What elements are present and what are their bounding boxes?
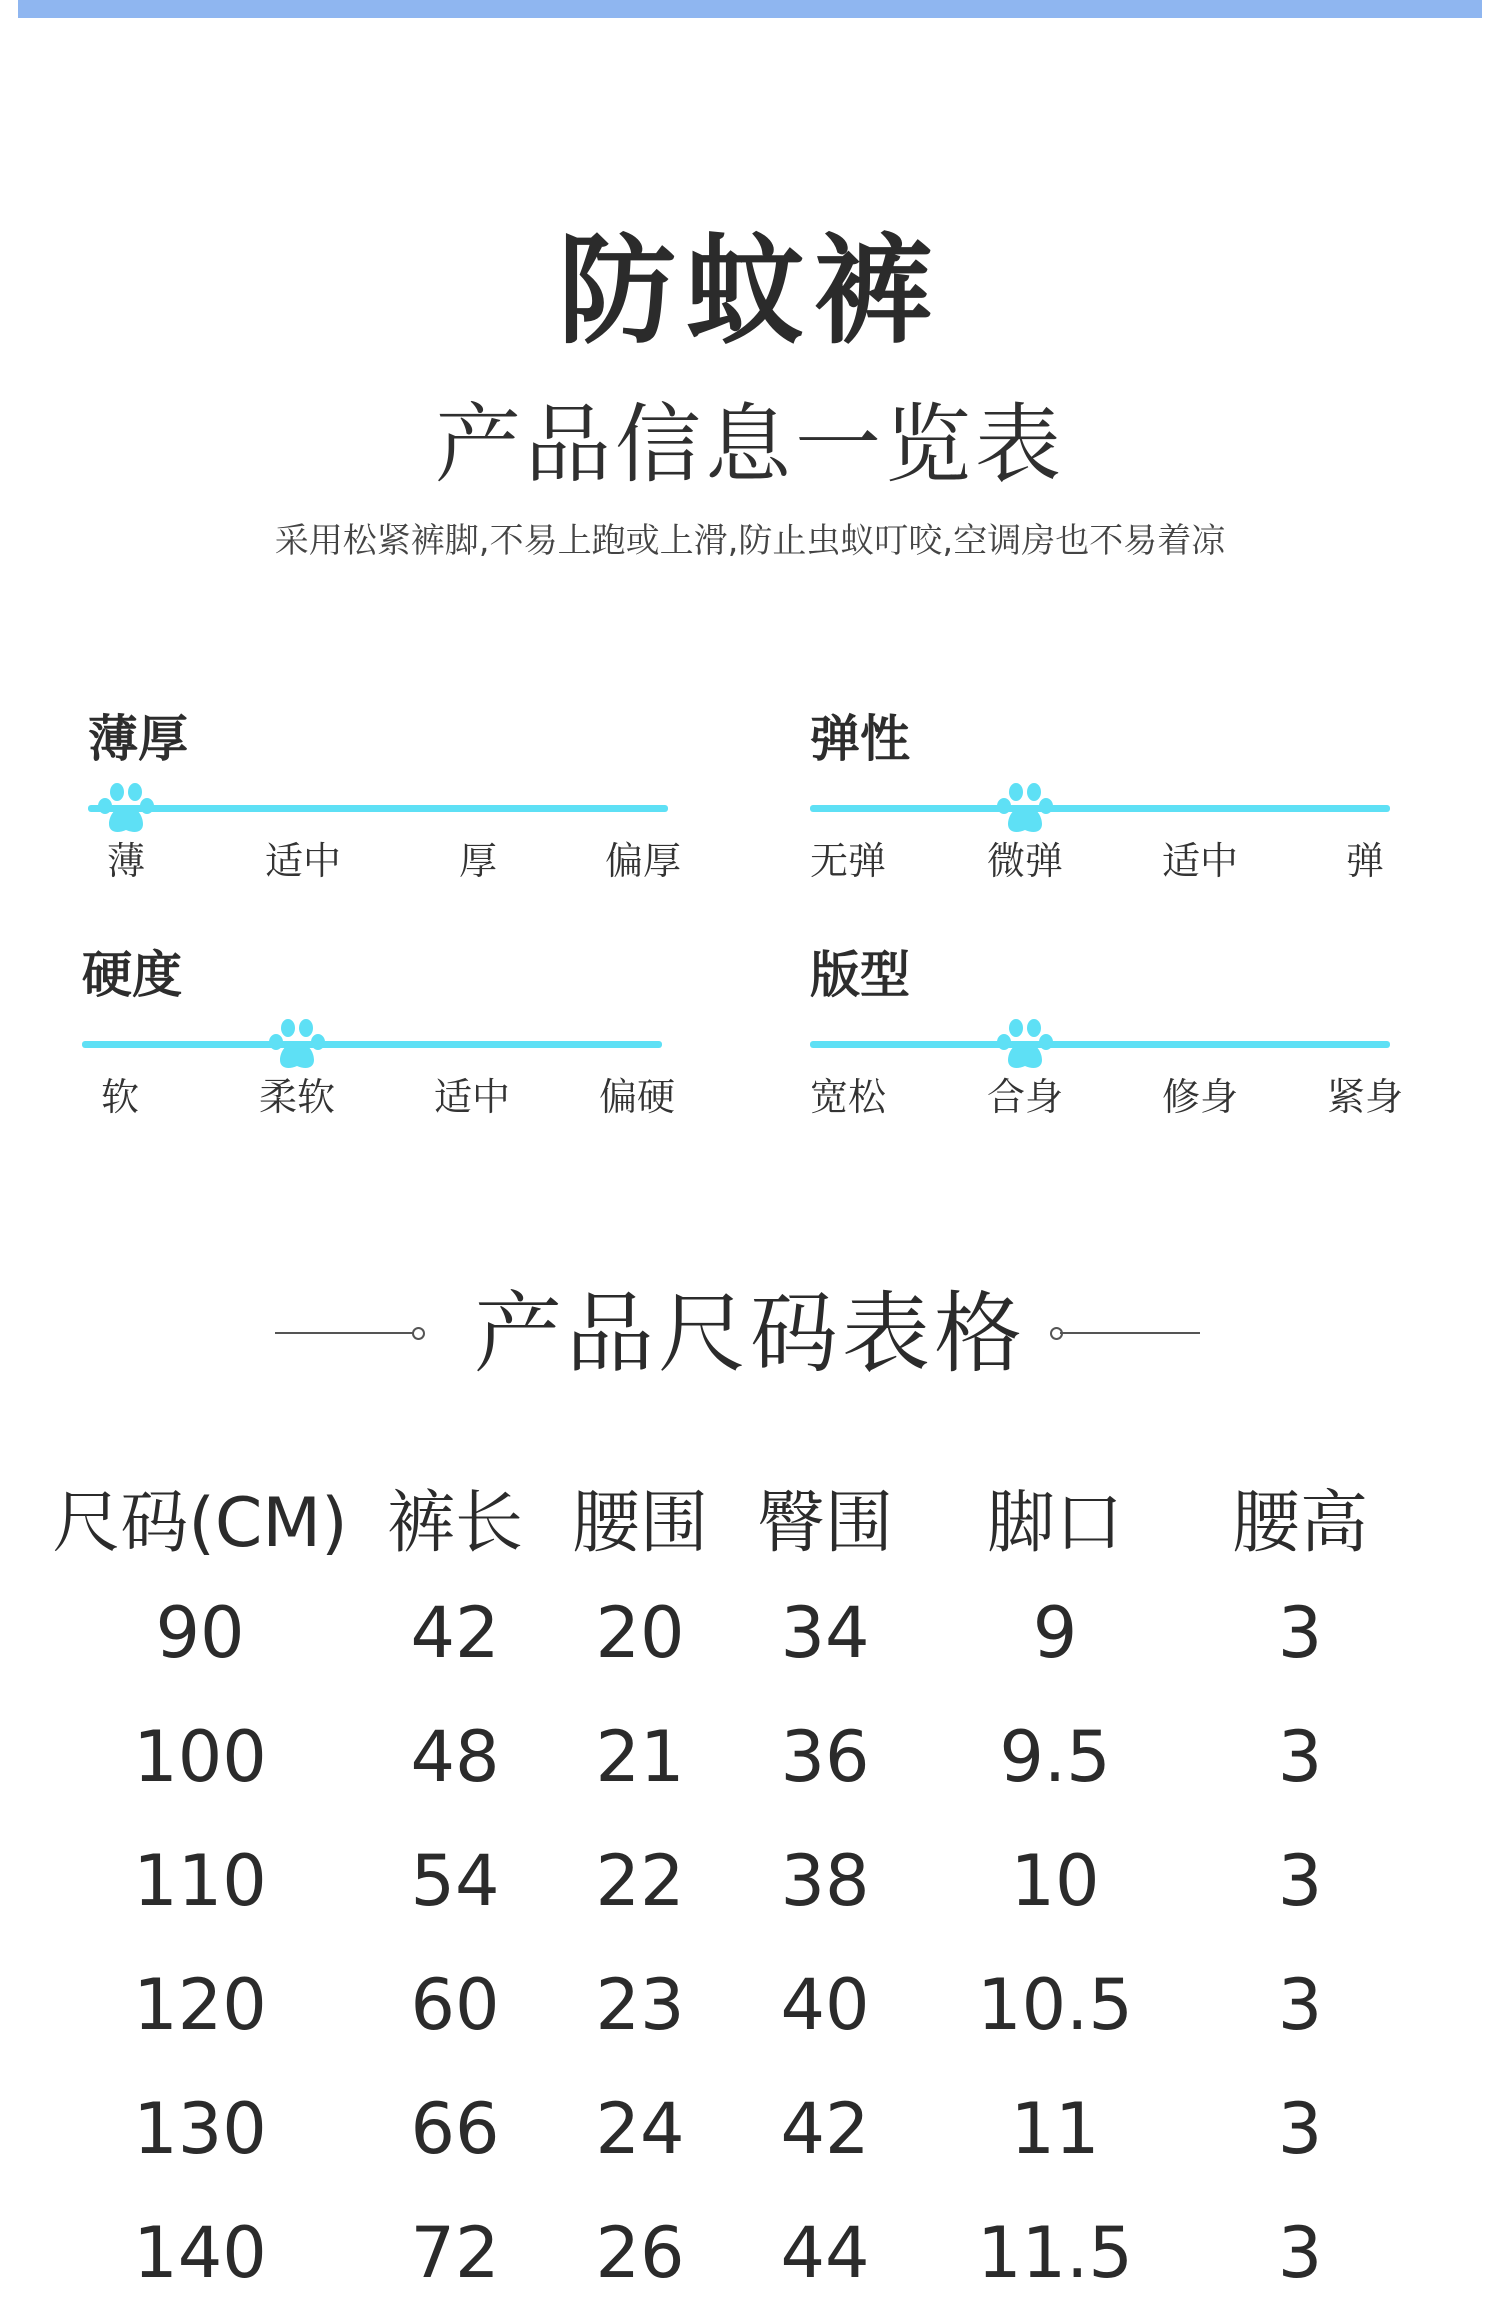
- size-table-cell: 11: [1010, 2088, 1100, 2170]
- attribute-option: 无弹: [809, 839, 887, 883]
- attribute-option: 适中: [433, 1075, 511, 1119]
- size-table-cell: 26: [595, 2212, 685, 2294]
- size-table-cell: 24: [595, 2088, 685, 2170]
- size-table-cell: 120: [133, 1964, 267, 2046]
- attribute-2: [82, 946, 676, 1150]
- attribute-option: 偏厚: [604, 839, 682, 883]
- size-table-cell: 22: [595, 1840, 685, 1922]
- attribute-0: [88, 710, 682, 914]
- paw-icon: [996, 1018, 1054, 1072]
- size-table-header-cell: 腰围: [571, 1484, 709, 1563]
- size-table-cell: 3: [1277, 1716, 1323, 1798]
- attribute-option: 宽松: [809, 1075, 887, 1119]
- attribute-option: 偏硬: [598, 1075, 676, 1119]
- size-table-header-cell: 臀围: [756, 1484, 894, 1563]
- size-table-header-cell: 脚口: [986, 1484, 1124, 1563]
- size-table-cell: 11.5: [977, 2212, 1133, 2294]
- attribute-slider-track: [810, 1041, 1390, 1048]
- attribute-label: 硬度: [82, 946, 182, 1004]
- size-table-cell: 20: [595, 1592, 685, 1674]
- attribute-option: 紧身: [1326, 1075, 1404, 1119]
- size-table-cell: 34: [780, 1592, 870, 1674]
- heading-decor-line-right: [1060, 1332, 1200, 1334]
- size-table-cell: 36: [780, 1716, 870, 1798]
- attribute-options: [809, 1075, 1404, 1126]
- size-table-cell: 38: [780, 1840, 870, 1922]
- size-table-cell: 10.5: [977, 1964, 1133, 2046]
- attribute-slider-track: [82, 1041, 662, 1048]
- attribute-label: 版型: [810, 946, 910, 1004]
- size-table-cell: 9.5: [999, 1716, 1111, 1798]
- size-table-cell: 110: [133, 1840, 267, 1922]
- size-table-cell: 100: [133, 1716, 267, 1798]
- attribute-option: 适中: [1161, 839, 1239, 883]
- size-table-cell: 90: [155, 1592, 245, 1674]
- size-table-cell: 3: [1277, 1964, 1323, 2046]
- attribute-1: [809, 710, 1390, 914]
- attribute-option: 合身: [986, 1075, 1064, 1119]
- size-table-cell: 3: [1277, 2088, 1323, 2170]
- attribute-options: [809, 839, 1390, 890]
- attribute-options: [88, 839, 682, 890]
- top-accent-bar: [18, 0, 1482, 18]
- size-chart-heading: [0, 1282, 1500, 1390]
- paw-icon: [97, 782, 155, 836]
- size-table-header-cell: 腰高: [1231, 1484, 1369, 1563]
- attribute-option: 柔软: [258, 1075, 336, 1119]
- attribute-option: 微弹: [986, 839, 1064, 883]
- attribute-slider-track: [810, 805, 1390, 812]
- size-table-cell: 72: [410, 2212, 500, 2294]
- size-table-cell: 9: [1032, 1592, 1078, 1674]
- size-table-cell: 23: [595, 1964, 685, 2046]
- size-table-cell: 42: [410, 1592, 500, 1674]
- size-table-cell: 48: [410, 1716, 500, 1798]
- size-table-cell: 3: [1277, 2212, 1323, 2294]
- attribute-option: 厚: [458, 839, 498, 883]
- size-table-cell: 40: [780, 1964, 870, 2046]
- size-table-cell: 10: [1010, 1840, 1100, 1922]
- size-table-cell: 21: [595, 1716, 685, 1798]
- size-table-cell: 60: [410, 1964, 500, 2046]
- size-table-cell: 44: [780, 2212, 870, 2294]
- size-chart-title: 产品尺码表格: [473, 1282, 1026, 1385]
- paw-icon: [268, 1018, 326, 1072]
- size-table-header-cell: 裤长: [386, 1484, 524, 1563]
- size-table-header-cell: 尺码(CM): [52, 1484, 348, 1563]
- attribute-label: 弹性: [810, 710, 910, 768]
- size-table-cell: 42: [780, 2088, 870, 2170]
- attribute-options: [82, 1075, 676, 1126]
- size-table-cell: 130: [133, 2088, 267, 2170]
- attribute-option: 软: [100, 1075, 140, 1119]
- attribute-3: [809, 946, 1404, 1150]
- page-title: 防蚊裤: [557, 222, 942, 360]
- attribute-option: 修身: [1161, 1075, 1239, 1119]
- size-table-cell: 54: [410, 1840, 500, 1922]
- size-table-cell: 3: [1277, 1840, 1323, 1922]
- page-subtitle: 产品信息一览表: [435, 395, 1065, 495]
- attribute-option: 薄: [106, 839, 146, 883]
- size-table-cell: 66: [410, 2088, 500, 2170]
- size-table-cell: 3: [1277, 1592, 1323, 1674]
- product-description: 采用松紧裤脚,不易上跑或上滑,防止虫蚁叮咬,空调房也不易着凉: [274, 521, 1226, 561]
- attribute-option: 弹: [1345, 839, 1385, 883]
- paw-icon: [996, 782, 1054, 836]
- attribute-option: 适中: [264, 839, 342, 883]
- attribute-slider-track: [88, 805, 668, 812]
- attribute-label: 薄厚: [88, 710, 188, 768]
- size-table-cell: 140: [133, 2212, 267, 2294]
